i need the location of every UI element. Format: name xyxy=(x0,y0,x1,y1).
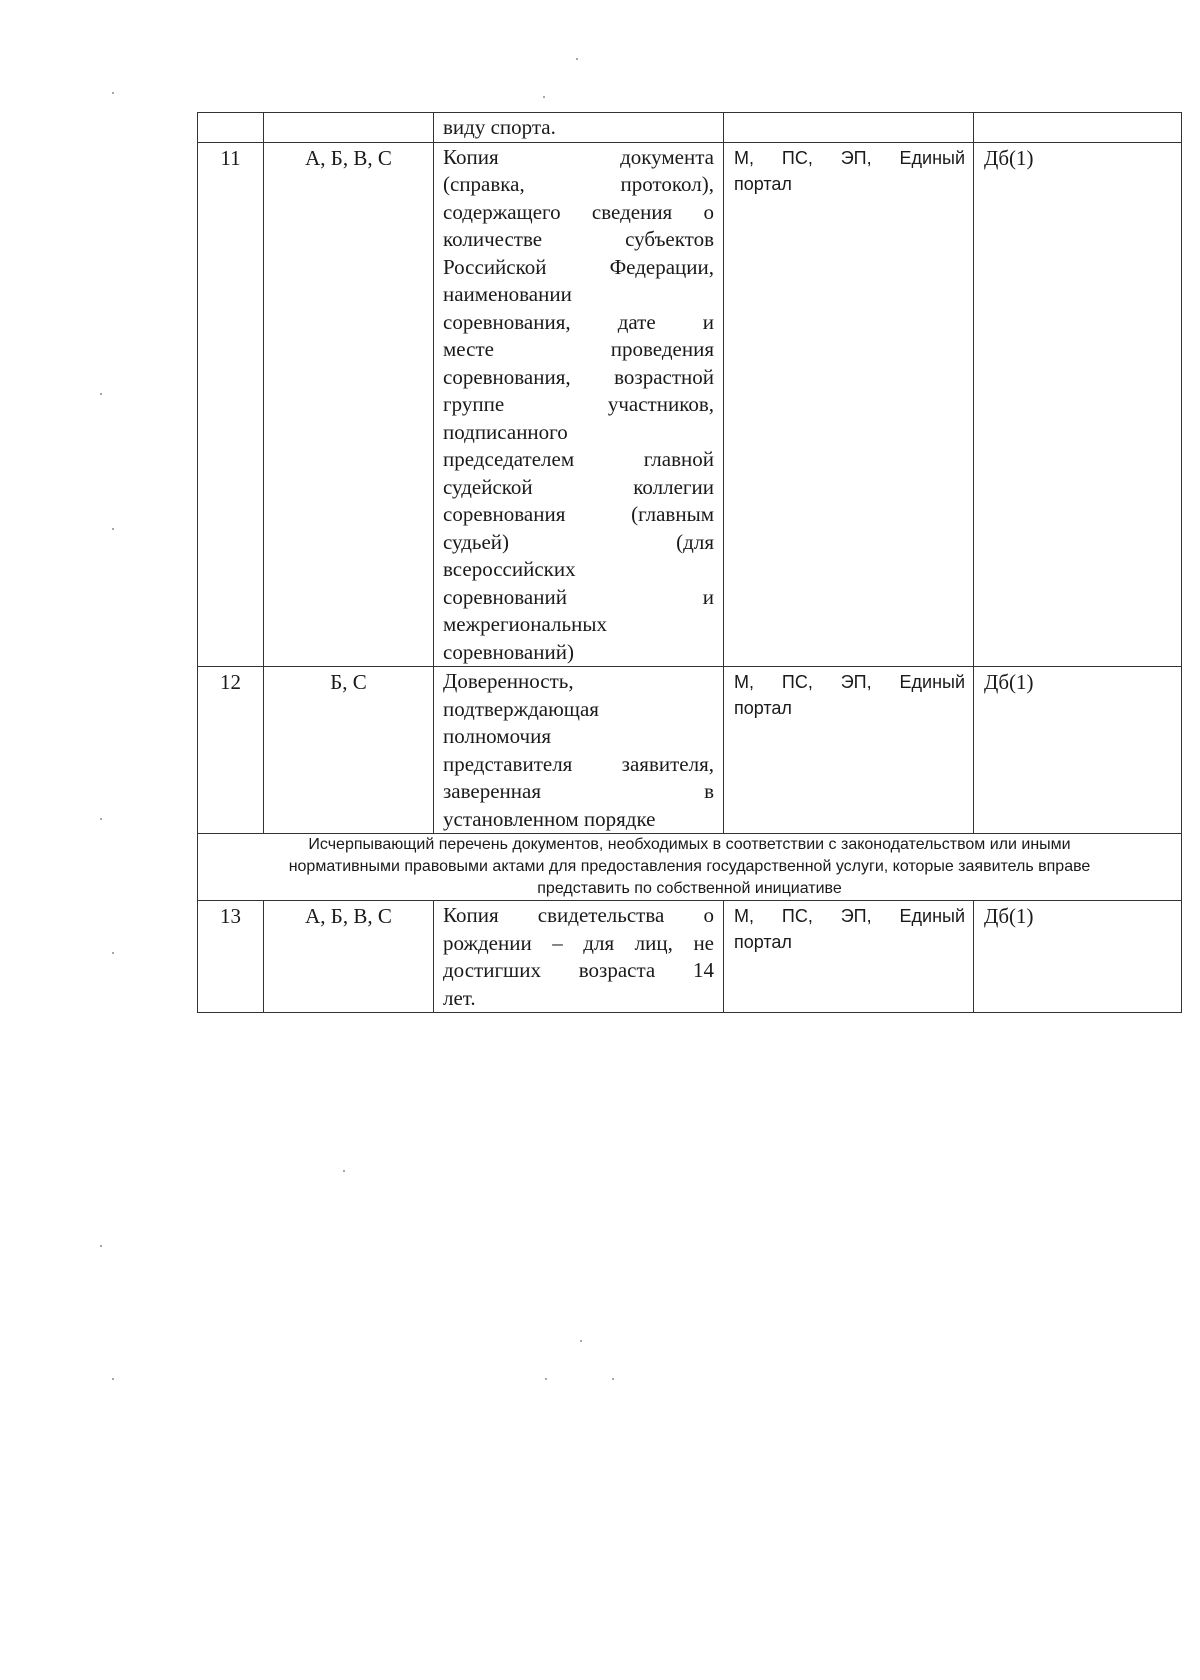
cell-submission-methods xyxy=(724,667,974,834)
section-header-row xyxy=(198,834,1182,901)
cell-document-continuation xyxy=(434,113,724,143)
document-line: лет. xyxy=(443,985,476,1010)
document-line: рождении – для лиц, не xyxy=(443,930,714,955)
cell-applicant-categories: А, Б, В, С xyxy=(264,901,434,1013)
document-line: полномочия xyxy=(443,724,551,748)
documents-table-body xyxy=(198,113,1182,1013)
scan-speck xyxy=(580,1340,582,1342)
method-word: Единый xyxy=(899,906,965,926)
scan-speck xyxy=(545,1378,547,1380)
document-line: председателем главной xyxy=(443,447,714,471)
table-row xyxy=(198,667,1182,834)
cell-submission-methods xyxy=(724,142,974,667)
method-word: ЭП, xyxy=(840,147,872,168)
method-second-line: портал xyxy=(734,698,792,718)
document-line: виду спорта. xyxy=(443,115,556,139)
method-word: ЭП, xyxy=(840,672,872,692)
table-row-continuation xyxy=(198,113,1182,143)
scan-speck xyxy=(112,952,114,954)
document-line: подписанного xyxy=(443,419,568,444)
document-line: соревнования (главным xyxy=(443,502,714,526)
cell-term: Дб(1) xyxy=(974,667,1182,834)
document-line: соревнований) xyxy=(443,639,574,664)
method-word: М, xyxy=(734,906,754,926)
document-line: всероссийских xyxy=(443,557,576,581)
document-line: судьей) (для xyxy=(443,529,714,554)
cell-term: Дб(1) xyxy=(974,142,1182,667)
document-line: содержащего сведения о xyxy=(443,199,714,224)
cell-row-number: 13 xyxy=(198,901,264,1013)
method-word: ПС, xyxy=(781,672,813,692)
cell-document-description xyxy=(434,142,724,667)
document-line: установленном порядке xyxy=(443,806,656,831)
scan-speck xyxy=(100,393,102,395)
cell-method-empty xyxy=(724,113,974,143)
method-word: М, xyxy=(734,672,754,692)
documents-table xyxy=(197,112,1182,1013)
method-first-line xyxy=(734,903,965,929)
document-line: подтверждающая xyxy=(443,696,599,721)
section-header-cell xyxy=(198,834,1182,901)
cell-document-description xyxy=(434,667,724,834)
method-first-line xyxy=(734,145,965,171)
document-line: Российской Федерации, xyxy=(443,254,714,279)
document-line: (справка, протокол), xyxy=(443,172,714,196)
method-second-line: портал xyxy=(734,932,792,952)
method-word: Единый xyxy=(899,672,965,692)
method-first-line xyxy=(734,669,965,695)
cell-categories-empty xyxy=(264,113,434,143)
scan-speck xyxy=(112,1378,114,1380)
document-line: достигших возраста 14 xyxy=(443,958,714,982)
document-line: представителя заявителя, xyxy=(443,751,714,776)
document-line: месте проведения xyxy=(443,337,714,361)
scan-speck xyxy=(543,96,545,98)
method-second-line: портал xyxy=(734,173,792,194)
cell-row-number: 12 xyxy=(198,667,264,834)
cell-number-empty xyxy=(198,113,264,143)
cell-term: Дб(1) xyxy=(974,901,1182,1013)
document-line: межрегиональных xyxy=(443,612,607,636)
scan-speck xyxy=(100,1245,102,1247)
method-word: ЭП, xyxy=(840,906,872,926)
cell-applicant-categories: Б, С xyxy=(264,667,434,834)
method-word: М, xyxy=(734,147,754,168)
method-word: ПС, xyxy=(781,906,813,926)
cell-submission-methods xyxy=(724,901,974,1013)
document-line: соревнования, дате и xyxy=(443,309,714,334)
document-line: группе участников, xyxy=(443,392,714,416)
section-header-line: представить по собственной инициативе xyxy=(537,880,842,897)
scan-speck xyxy=(343,1170,345,1172)
cell-term-empty xyxy=(974,113,1182,143)
cell-applicant-categories: А, Б, В, С xyxy=(264,142,434,667)
document-line: Копия свидетельства о xyxy=(443,903,714,927)
document-line: соревнования, возрастной xyxy=(443,364,714,389)
section-header-line: нормативными правовыми актами для предоставления государственной услуги, которые заявитель вправе xyxy=(288,858,1091,875)
table-row xyxy=(198,142,1182,667)
document-line: судейской коллегии xyxy=(443,474,714,499)
document-line: количестве субъектов xyxy=(443,227,714,251)
cell-row-number: 11 xyxy=(198,142,264,667)
method-word: Единый xyxy=(899,147,965,168)
document-line: наименовании xyxy=(443,282,572,306)
table-row xyxy=(198,901,1182,1013)
document-line: Доверенность, xyxy=(443,669,574,693)
section-header-line: Исчерпывающий перечень документов, необходимых в соответствии с законодательством или иными xyxy=(308,836,1071,853)
scan-speck xyxy=(112,528,114,530)
method-word: ПС, xyxy=(781,147,813,168)
document-line: соревнований и xyxy=(443,584,714,609)
scan-speck xyxy=(100,818,102,820)
document-line: Копия документа xyxy=(443,144,714,169)
scan-speck xyxy=(576,58,578,60)
cell-document-description xyxy=(434,901,724,1013)
scan-speck xyxy=(612,1378,614,1380)
scan-speck xyxy=(112,92,114,94)
document-line: заверенная в xyxy=(443,779,714,803)
